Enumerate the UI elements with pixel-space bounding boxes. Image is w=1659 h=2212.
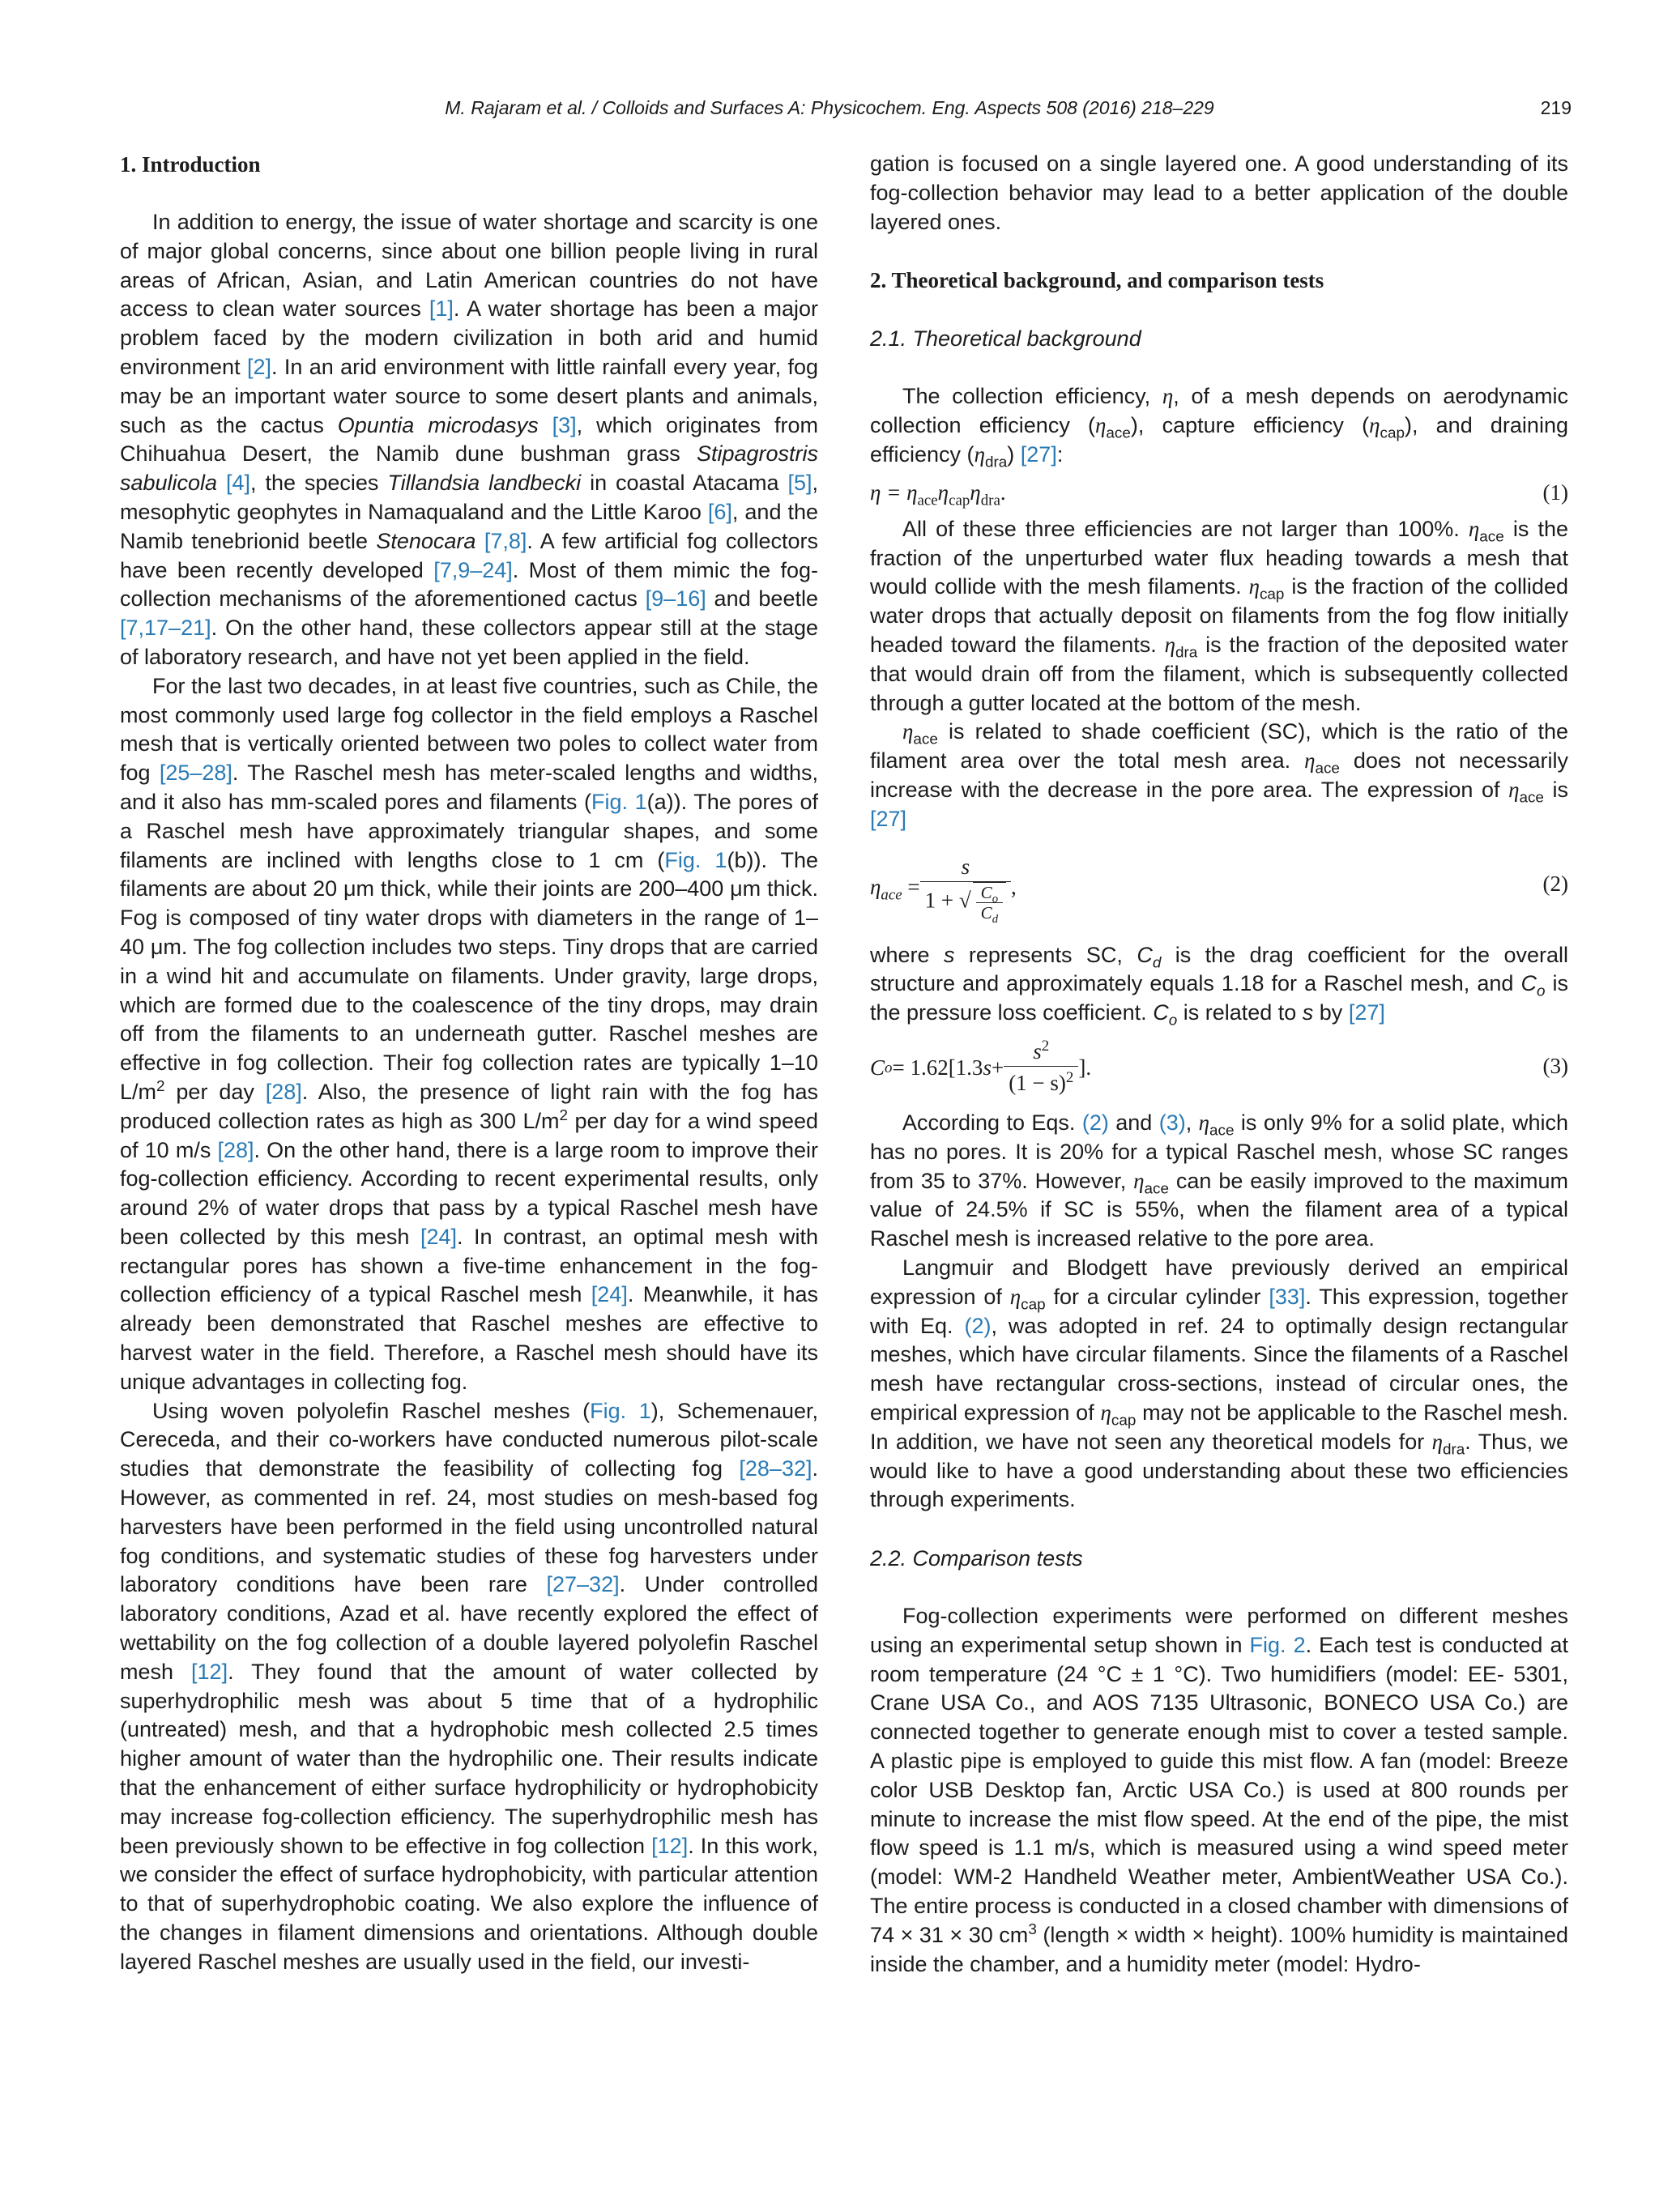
subsection-heading-theoretical-background: 2.1. Theoretical background — [870, 326, 1141, 352]
citation-link[interactable]: [25–28] — [159, 761, 232, 786]
right-column — [870, 150, 1568, 1979]
citation-link[interactable]: [12] — [191, 1659, 228, 1684]
citation-link[interactable]: [5] — [787, 471, 812, 496]
figure-link[interactable]: Fig. 1 — [664, 847, 727, 872]
citation-link[interactable]: [7,8] — [484, 528, 527, 553]
section-heading-introduction: 1. Introduction — [120, 152, 261, 177]
citation-link[interactable]: [27–32] — [546, 1572, 620, 1597]
citation-link[interactable]: [27] — [870, 806, 907, 831]
citation-link[interactable]: [24] — [591, 1282, 628, 1307]
paragraph-continued: gation is focused on a single layered one. A good understanding of its fog-collection behavior may lead to a better application of the double layered ones. — [870, 151, 1568, 234]
figure-link[interactable]: Fig. 1 — [590, 1398, 651, 1423]
paragraph-shade-coefficient: $\eta_{ace}$ is related to shade coefficient (SC), which is the ratio of the filament area over the total mesh area. $\eta_{ace}$ does not necessarily increase with the decrease in the pore area. The expression of $\eta_{ace}$ is [27] — [870, 719, 1568, 831]
citation-link[interactable]: [7,17–21] — [120, 616, 211, 641]
paragraph-efficiencies: All of these three efficiencies are not larger than 100%. $\eta_{ace}$ is the fraction of the unperturbed water flux heading towards a mesh that would collide with the mesh filaments. $\eta_{cap}$ is the fraction of the collided water drops that actually deposit on filaments from the fog flow initially headed toward the filaments. $\eta_{dra}$ is the fraction of the deposited water that would drain off from the filament, which is subsequently collected through a gutter located at the bottom of the mesh. — [870, 516, 1568, 715]
equation-number: (3) — [1542, 1053, 1568, 1078]
figure-link[interactable]: Fig. 2 — [1249, 1632, 1306, 1657]
citation-link[interactable]: [7,9–24] — [433, 557, 513, 582]
left-column — [120, 150, 818, 1977]
paragraph-langmuir: Langmuir and Blodgett have previously derived an empirical expression of $\eta_{cap}$ for a circular cylinder [33]. This expression, together with Eq. (2), was adopted in ref. 24 to optimally design rectangular meshes, which have circular filaments. Since the filaments of a Raschel mesh have rectangular cross-sections, instead of circular ones, the empirical expression of $\eta_{cap}$ may not be applicable to the Raschel mesh. In addition, we have not seen any theoretical models for $\eta_{dra}$. Thus, we would like to have a good understanding about these two efficiencies through experiments. — [870, 1255, 1569, 1512]
paragraph-intro-1: In addition to energy, the issue of water shortage and scarcity is one of major global concerns, since about one billion people living in rural areas of African, Asian, and Latin American countries do not have access to clean water sources [1]. A water shortage has been a major problem faced by the modern civilization in both arid and humid environment [2]. In an arid environment with little rainfall every year, fog may be an important water source to some desert plants and animals, such as the cactus Opuntia microdasys [3], which originates from Chihuahua Desert, the Namib dune bushman grass Stipagrostris sabulicola [4], the species Tillandsia landbecki in coastal Atacama [5], mesophytic geophytes in Namaqualand and the Little Karoo [6], and the Namib tenebrionid beetle Stenocara [7,8]. A few artificial fog collectors have been recently developed [7,9–24]. Most of them mimic the fog-collection mechanisms of the aforementioned cactus [9–16] and beetle [7,17–21]. On the other hand, these collectors appear still at the stage of laboratory research, and have not yet been applied in the field. — [120, 210, 818, 669]
paragraph-collection-efficiency: The collection efficiency, η, of a mesh depends on aerodynamic collection efficiency $(\eta_{ace})$, capture efficiency $(\eta_{cap})$, and draining efficiency $(\eta_{dra})$ [27]: — [870, 384, 1568, 471]
equation-2: $\eta_{ace}$ = s 1 + √ $\frac{C_o}{C_d}$ , (2) — [870, 834, 1568, 941]
citation-link[interactable]: [6] — [707, 499, 732, 524]
page-number: 219 — [1540, 97, 1572, 118]
citation-link[interactable]: [3] — [552, 412, 577, 437]
citation-link[interactable]: [1] — [429, 296, 454, 322]
citation-link[interactable]: [9–16] — [645, 586, 706, 612]
equation-number: (2) — [1542, 871, 1568, 896]
equation-3: C o = 1.62[1.3 s + $\frac{s^2}{(1 - s)^2}$ ]. (3) — [870, 1038, 1568, 1096]
paragraph-experiments: Fog-collection experiments were performed on different meshes using an experimental setup shown in Fig. 2. Each test is conducted at room temperature (24 °C ± 1 °C). Two humidifiers (model: EE- 5301, Crane USA Co., and AOS 7135 Ultrasonic, BONECO USA Co.) are connected together to generate enough mist to cover a tested sample. A plastic pipe is employed to guide this mist flow. A fan (model: Breeze color USB Desktop fan, Arctic USA Co.) is used at 800 rounds per minute to increase the mist flow speed. At the end of the pipe, the mist flow speed is 1.1 m/s, which is measured using a wind speed meter (model: WM-2 Handheld Weather meter, AmbientWeather USA Co.). The entire process is conducted in a closed chamber with dimensions of 74 × 31 × 30 $cm^3$ (length × width × height). 100% humidity is maintained inside the chamber, and a humidity meter (model: Hydro- — [870, 1604, 1569, 1976]
citation-link[interactable]: [4] — [226, 471, 251, 496]
running-head — [0, 97, 1659, 119]
citation-link[interactable]: [12] — [651, 1833, 689, 1858]
equation-link[interactable]: (2) — [964, 1313, 992, 1338]
figure-link[interactable]: Fig. 1 — [591, 789, 647, 814]
citation-link[interactable]: [33] — [1269, 1284, 1306, 1309]
citation-link[interactable]: [2] — [246, 354, 271, 379]
paragraph-eqs-results: According to Eqs. (2) and (3), $\eta_{ace}$ is only 9% for a solid plate, which has no pores. It is 20% for a typical Raschel mesh, whose SC ranges from 35 to 37%. However, $\eta_{ace}$ can be easily improved to the maximum value of 24.5% if SC is 55%, when the filament area of a typical Raschel mesh is increased relative to the pore area. — [870, 1110, 1568, 1251]
equation-link[interactable]: (2) — [1081, 1110, 1109, 1135]
equation-1: $\eta = \eta_{ace}\eta_{cap}\eta_{dra}$. (1) — [870, 470, 1568, 515]
paragraph-intro-3: Using woven polyolefin Raschel meshes (Fig. 1), Schemenauer, Cereceda, and their co-workers have conducted numerous pilot-scale studies that demonstrate the feasibility of collecting fog [28–32]. However, as commented in ref. 24, most studies on mesh-based fog harvesters have been performed in the field using uncontrolled natural fog conditions, and systematic studies of these fog harvesters under laboratory conditions have been rare [27–32]. Under controlled laboratory conditions, Azad et al. have recently explored the effect of wettability on the fog collection of a double layered polyolefin Raschel mesh [12]. They found that the amount of water collected by superhydrophilic mesh was about 5 time that of a hydrophilic (untreated) mesh, and that a hydrophobic mesh collected 2.5 times higher amount of water than the hydrophilic one. Their results indicate that the enhancement of either surface hydrophilicity or hydrophobicity may increase fog-collection efficiency. The superhydrophilic mesh has been previously shown to be effective in fog collection [12]. In this work, we consider the effect of surface hydrophobicity, with particular attention to that of superhydrophobic coating. We also explore the influence of the changes in filament dimensions and orientations. Although double layered Raschel meshes are usually used in the field, our investi- — [120, 1398, 819, 1974]
paragraph-drag-coefficient: where s represents SC, $C_d$ is the drag coefficient for the overall structure and approximately equals 1.18 for a Raschel mesh, and $C_o$ is the pressure loss coefficient. $C_o$ is related to s by [27] — [870, 942, 1569, 1029]
citation-link[interactable]: [27] — [1348, 1000, 1385, 1025]
citation-link[interactable]: [28] — [265, 1079, 302, 1104]
subsection-heading-comparison-tests: 2.2. Comparison tests — [870, 1546, 1083, 1571]
citation-link[interactable]: [28–32] — [739, 1456, 812, 1481]
equation-number: (1) — [1542, 479, 1568, 505]
paragraph-intro-2: For the last two decades, in at least five countries, such as Chile, the most commonly used large fog collector in the field employs a Raschel mesh that is vertically oriented between two poles to collect water from fog [25–28]. The Raschel mesh has meter-scaled lengths and widths, and it also has mm-scaled pores and filaments (Fig. 1(a)). The pores of a Raschel mesh have approximately triangular shapes, and some filaments are inclined with lengths close to 1 cm (Fig. 1(b)). The filaments are about 20 μm thick, while their joints are 200–400 μm thick. Fog is composed of tiny water drops with diameters in the range of 1–40 μm. The fog collection includes two steps. Tiny drops that are carried in a wind hit and accumulate on filaments. Under gravity, large drops, which are formed due to the coalescence of the tiny drops, may drain off from the filaments to an underneath gutter. Raschel meshes are effective in fog collection. Their fog collection rates are typically 1–10 $L/m^2$ per day [28]. Also, the presence of light rain with the fog has produced collection rates as high as 300 $L/m^2$ per day for a wind speed of 10 m/s [28]. On the other hand, there is a large room to improve their fog-collection efficiency. According to recent experimental results, only around 2% of water drops that pass by a typical Raschel mesh have been collected by this mesh [24]. In contrast, an optimal mesh with rectangular pores has shown a five-time enhancement in the fog-collection efficiency of a typical Raschel mesh [24]. Meanwhile, it has already been demonstrated that Raschel meshes are effective to harvest water in the field. Therefore, a Raschel mesh should have its unique advantages in collecting fog. — [120, 673, 819, 1394]
section-heading-theory: 2. Theoretical background, and comparison tests — [870, 268, 1324, 293]
journal-citation: M. Rajaram et al. / Colloids and Surfaces A: Physicochem. Eng. Aspects 508 (2016) 218–229 — [445, 97, 1214, 118]
citation-link[interactable]: [24] — [420, 1224, 457, 1249]
citation-link[interactable]: [28] — [217, 1137, 254, 1162]
citation-link[interactable]: [27] — [1020, 441, 1057, 467]
equation-link[interactable]: (3) — [1158, 1110, 1186, 1135]
